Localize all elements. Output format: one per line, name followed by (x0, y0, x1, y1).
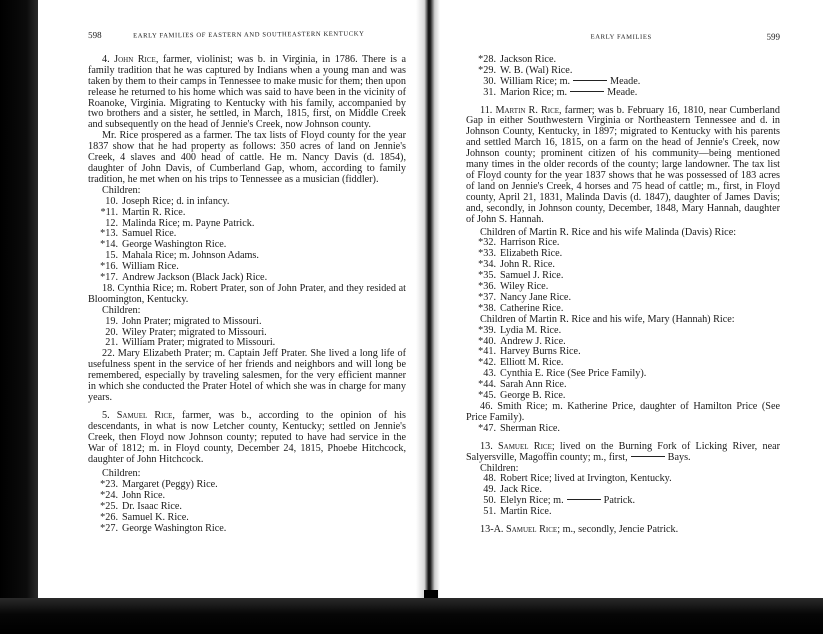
list-item: *11. Martin R. Rice. (100, 206, 186, 218)
children-label: Children: (102, 468, 141, 480)
list-item: *29. W. B. (Wal) Rice. (478, 64, 573, 76)
book-gutter (416, 0, 440, 600)
list-item: *17. Andrew Jackson (Black Jack) Rice. (100, 272, 268, 284)
paragraph-prosperity: Mr. Rice prospered as a farmer. The tax lists of Floyd county for the year 1837 show that he had property as follows: 350 acres of land on Jennie's Creek, 4 slaves and 400 head of cattle. He m. Nancy Davis (d. 1854), daughter of John Davis, of Cumberland Gap, whom, according to family tradition, he met when on his trips to Tennessee as a musician (fiddler). (88, 130, 406, 185)
left-page (88, 30, 406, 535)
blank-rule (567, 499, 601, 500)
entry-name: Samuel Rice (506, 524, 558, 536)
entry-samuel-rice: 5. Samuel Rice, farmer, was b., according to the opinion of his descendants, in what is now Letcher county, Kentucky; settled on Jennie's Creek, then Floyd now Johnson county; reputed to have had service in the War of 1812; m. in Floyd county, December 24, 1815, Phoebe Hitchcock, daughter of John Hitchcock. (88, 409, 406, 465)
entry-martin-rice: 11. Martin R. Rice, farmer; was b. February 16, 1810, near Cumberland Gap in either Southwestern Virginia or Northeastern Tennessee and d. in Johnson County, Kentucky, in 1897; migrated to Kentucky with his parents and settled March 16, 1815, on a farm on the head of Jennie's Creek, now Johnson county; prominent citizen of his community—being mentioned many times in the older records of the county; large landowner. The tax list of Floyd county for the year 1837 shows that he was possessed of 183 acres of land on Jennie's Creek, 4 horses and 75 head of cattle; m., first, in Floyd county, April 21, 1831, Malinda Davis (d. 1847), daughter of James Davis; and, secondly, in Johnson county, December, 1848, Mary Hannah, daughter of John S. Hannah. (466, 104, 780, 225)
list-item: 49. Jack Rice. (483, 484, 542, 496)
list-item: *37. Nancy Jane Rice. (478, 291, 571, 303)
list-item: *36. Wiley Rice. (478, 281, 549, 293)
blank-rule (570, 91, 604, 92)
list-item: 31. Marion Rice; m. Meade. (483, 86, 638, 98)
children-list-mary (466, 326, 780, 402)
list-item: *25. Dr. Isaac Rice. (100, 501, 182, 513)
entry-smith-rice: 46. Smith Rice; m. Katherine Price, daughter of Hamilton Price (See Price Family). (466, 401, 780, 423)
children-list-samuel-13 (466, 474, 780, 518)
list-item: *41. Harvey Burns Rice. (478, 346, 581, 358)
list-item: 30. William Rice; m. Meade. (483, 75, 641, 87)
list-item: 51. Martin Rice. (483, 506, 552, 518)
page-number: 598 (88, 29, 102, 40)
list-item: 21. William Prater; migrated to Missouri. (105, 337, 276, 349)
list-item: *44. Sarah Ann Rice. (478, 379, 567, 391)
scan-shadow-left (0, 0, 38, 634)
entry-name: Samuel Rice (497, 440, 552, 452)
list-item: *42. Elliott M. Rice. (478, 357, 564, 369)
children-label: Children of Martin R. Rice and his wife Malinda (Davis) Rice: (480, 226, 737, 238)
entry-name: John Rice (114, 53, 156, 65)
list-item: *32. Harrison Rice. (478, 237, 560, 249)
list-item: 48. Robert Rice; lived at Irvington, Kentucky. (483, 473, 672, 485)
entry-name: Martin R. Rice (495, 104, 560, 116)
list-item: *26. Samuel K. Rice. (100, 512, 189, 524)
list-item: *13. Samuel Rice. (100, 228, 177, 240)
children-label: Children: (102, 304, 141, 316)
entry-mary-prater: 22. Mary Elizabeth Prater; m. Captain Jeff Prater. She lived a long life of usefulness spent in the service of her friends and neighbors and will long be remembered, especially by traveling salesmen, for the very efficient manner in which she conducted the Prater Hotel of which she was in charge for many years. (88, 348, 406, 403)
running-title: EARLY FAMILIES OF EASTERN AND SOUTHEASTERN KENTUCKY (133, 30, 365, 40)
list-item: *40. Andrew J. Rice. (478, 335, 566, 347)
children-label: Children of Martin R. Rice and his wife, Mary (Hannah) Rice: (480, 313, 735, 325)
list-item: *38. Catherine Rice. (478, 302, 564, 314)
list-item: *35. Samuel J. Rice. (478, 270, 564, 282)
list-item: *14. George Washington Rice. (100, 239, 227, 251)
list-item: *33. Elizabeth Rice. (478, 248, 563, 260)
page-number: 599 (766, 31, 780, 42)
list-item: 43. Cynthia E. Rice (See Price Family). (483, 368, 647, 380)
list-item: 12. Malinda Rice; m. Payne Patrick. (105, 217, 255, 229)
entry-name: Samuel Rice (116, 409, 173, 421)
children-list-samuel (88, 480, 406, 535)
list-item: 20. Wiley Prater; migrated to Missouri. (105, 326, 267, 338)
list-item: *16. William Rice. (100, 261, 179, 273)
list-item: 15. Mahala Rice; m. Johnson Adams. (105, 250, 259, 262)
running-header (88, 27, 406, 43)
entry-cynthia-rice: 18. Cynthia Rice; m. Robert Prater, son of John Prater, and they resided at Bloomington, Kentucky. (88, 282, 406, 305)
children-list-prater (88, 317, 406, 350)
blank-rule (631, 456, 665, 457)
children-list-malinda (466, 238, 780, 314)
list-item: 19. John Prater; migrated to Missouri. (105, 315, 262, 327)
entry-samuel-rice-13a: 13-A. Samuel Rice; m., secondly, Jencie Patrick. (480, 524, 679, 536)
children-list-john (88, 197, 406, 284)
children-label: Children: (102, 184, 141, 196)
right-page (466, 30, 780, 536)
list-item: *23. Margaret (Peggy) Rice. (100, 479, 218, 491)
list-item: *45. George B. Rice. (478, 390, 566, 402)
list-item: *39. Lydia M. Rice. (478, 324, 562, 336)
running-title: EARLY FAMILIES (590, 33, 652, 41)
children-label: Children: (480, 462, 519, 474)
list-item: *34. John R. Rice. (478, 259, 555, 271)
children-list-mary-end (466, 424, 780, 435)
list-item: *24. John Rice. (100, 490, 166, 502)
list-item: 10. Joseph Rice; d. in infancy. (105, 195, 230, 207)
scan-shadow-bottom (0, 598, 823, 634)
children-list-continued (466, 55, 780, 99)
list-item: *27. George Washington Rice. (100, 522, 227, 534)
running-header (466, 30, 780, 45)
blank-rule (573, 80, 607, 81)
list-item: 50. Elelyn Rice; m. Patrick. (483, 495, 636, 507)
list-item: *47. Sherman Rice. (478, 422, 560, 434)
list-item: *28. Jackson Rice. (478, 53, 557, 65)
entry-john-rice: 4. John Rice, farmer, violinist; was b. in Virginia, in 1786. There is a family tradition that he was captured by Indians when a young man and was taken by them to their camps in Tennessee to make music for them; then upon release he returned to his home which was said to have been in the vicinity of Roanoke, Virginia. Migrating to Kentucky with his family, accompanied by two brothers and a sister, he settled, in March, 1815, first, on Middle Creek and subsequently on the head of Jennie's Creek, now Johnson county. (88, 53, 407, 131)
entry-samuel-rice-13: 13. Samuel Rice; lived on the Burning Fork of Licking River, near Salyersville, Magoffin county; m., first, Bays. (466, 440, 781, 463)
